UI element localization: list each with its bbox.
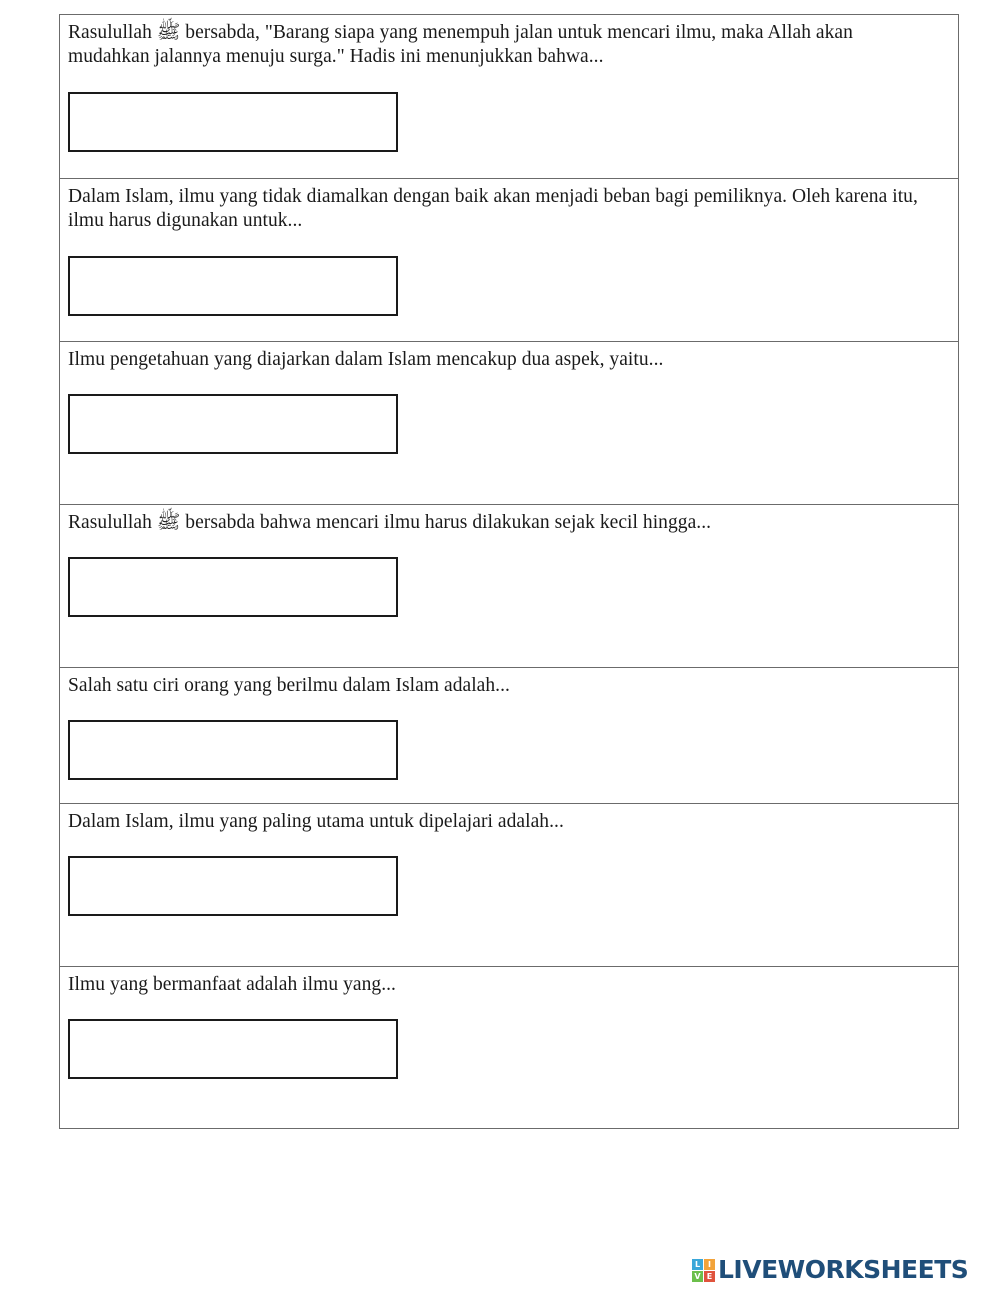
- logo-mark-letter: L: [692, 1259, 703, 1270]
- question-text-6: Dalam Islam, ilmu yang paling utama untuk dipelajari adalah...: [68, 811, 564, 832]
- question-row-5: [60, 667, 958, 803]
- logo-text: LIVEWORKSHEETS: [718, 1255, 969, 1284]
- question-row-7: [60, 966, 958, 1128]
- question-text-5: Salah satu ciri orang yang berilmu dalam Islam adalah...: [68, 675, 510, 696]
- answer-box-1[interactable]: [68, 92, 398, 152]
- question-row-6: [60, 803, 958, 966]
- question-text-4: Rasulullah ﷺ bersabda bahwa mencari ilmu harus dilakukan sejak kecil hingga...: [68, 512, 712, 533]
- question-text-7: Ilmu yang bermanfaat adalah ilmu yang...: [68, 974, 396, 995]
- question-row-4: [60, 504, 958, 667]
- answer-box-2[interactable]: [68, 256, 398, 316]
- logo-mark-letter: I: [704, 1259, 715, 1270]
- liveworksheets-logo: [692, 1256, 968, 1284]
- answer-box-6[interactable]: [68, 856, 398, 916]
- question-row-1: [60, 15, 958, 178]
- question-row-2: [60, 178, 958, 341]
- answer-box-7[interactable]: [68, 1019, 398, 1079]
- logo-mark-letter: E: [704, 1271, 715, 1282]
- logo-mark-letter: V: [692, 1271, 703, 1282]
- question-row-3: [60, 341, 958, 504]
- answer-box-4[interactable]: [68, 557, 398, 617]
- worksheet-table: [59, 14, 959, 1129]
- logo-mark-icon: [692, 1259, 715, 1282]
- question-text-3: Ilmu pengetahuan yang diajarkan dalam Islam mencakup dua aspek, yaitu...: [68, 349, 664, 370]
- question-text-1: Rasulullah ﷺ bersabda, "Barang siapa yang menempuh jalan untuk mencari ilmu, maka Allah akan mudahkan jalannya menuju surga." Hadis ini menunjukkan bahwa...: [68, 22, 853, 67]
- question-text-2: Dalam Islam, ilmu yang tidak diamalkan dengan baik akan menjadi beban bagi pemiliknya. Oleh karena itu, ilmu harus digunakan untuk...: [68, 186, 918, 231]
- answer-box-3[interactable]: [68, 394, 398, 454]
- answer-box-5[interactable]: [68, 720, 398, 780]
